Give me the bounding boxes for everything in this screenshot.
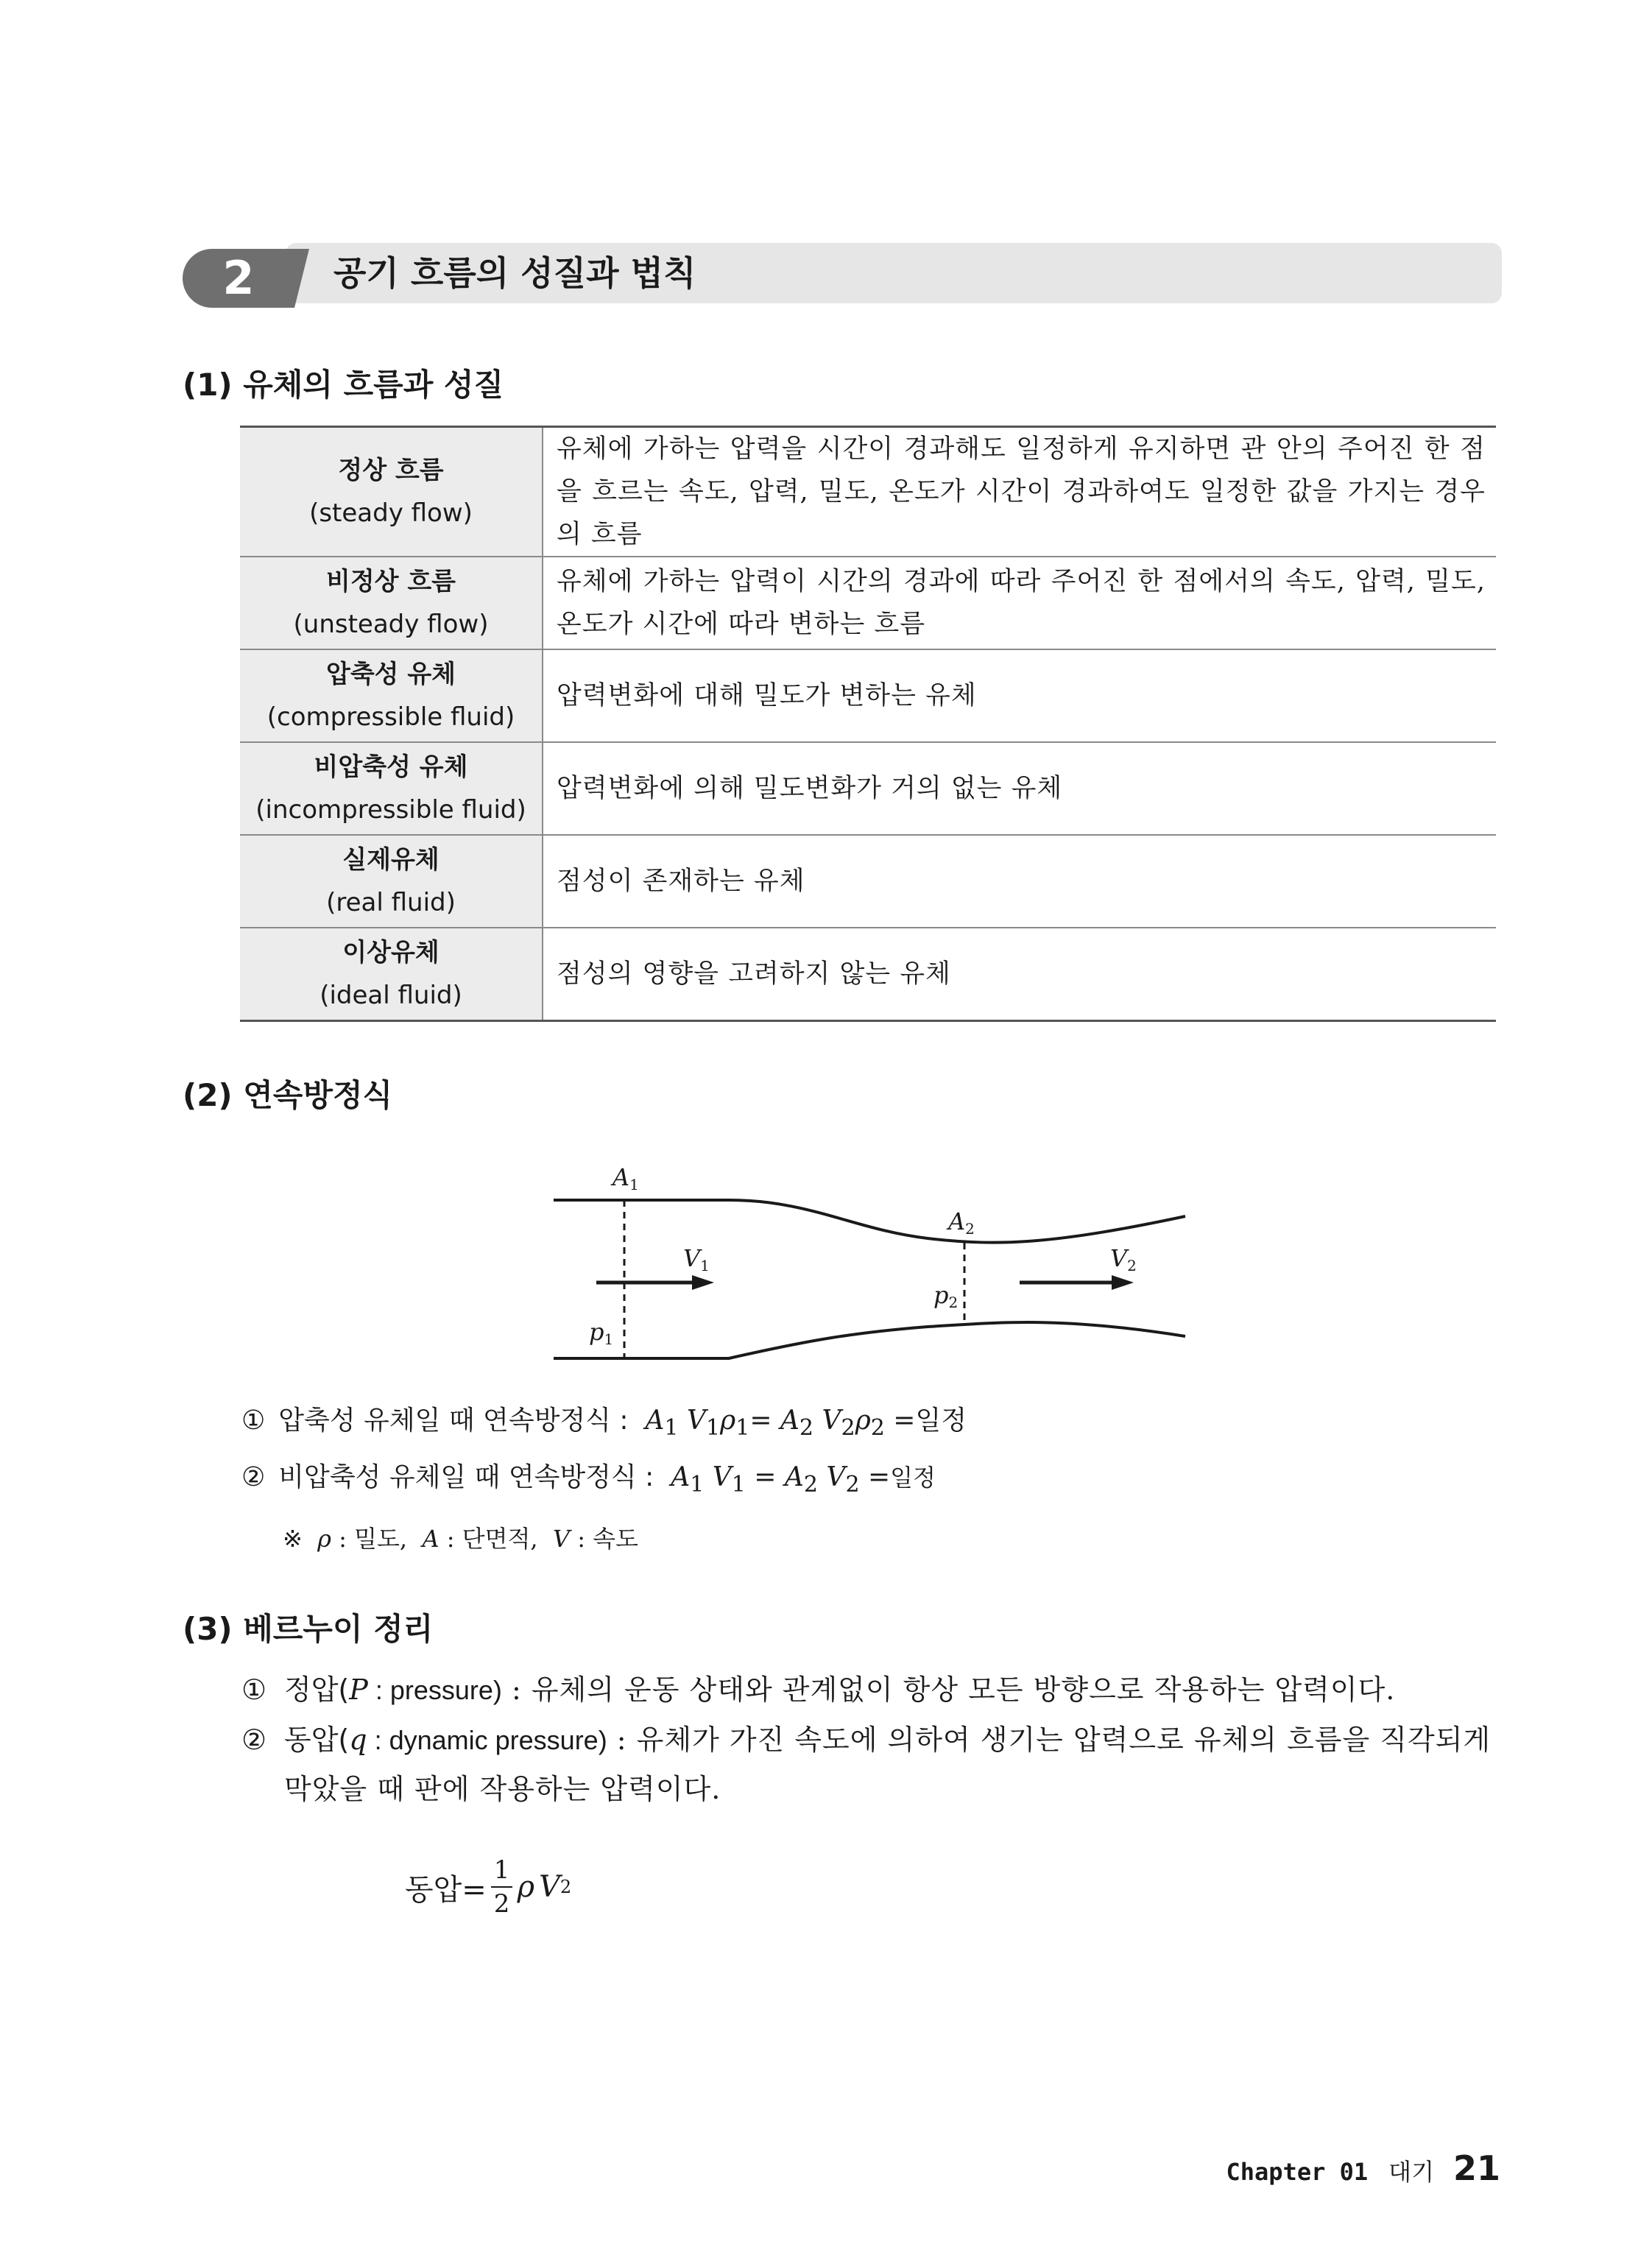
term-korean: 실제유체 [342, 845, 440, 875]
table-row [240, 427, 1496, 557]
term-english: (incompressible fluid) [255, 795, 526, 825]
table-row [240, 742, 1496, 835]
pressure-2-label: p2 [933, 1281, 959, 1311]
formula-velocity: V [538, 1870, 560, 1904]
section-title: 공기 흐름의 성질과 법칙 [333, 253, 696, 293]
subsection-heading-3: (3) 베르누이 정리 [183, 1611, 434, 1647]
footer-chapter: Chapter 01 [1226, 2158, 1369, 2186]
item-marker: ② [241, 1724, 267, 1756]
continuity-equation-compressible [241, 1403, 967, 1447]
table-desc-cell: 유체에 가하는 압력이 시간의 경과에 따라 주어진 한 점에서의 속도, 압력, 밀도, 온도가 시간에 따라 변하는 흐름 [543, 557, 1496, 649]
table-term-cell [240, 835, 543, 928]
item-description: : 유체의 운동 상태와 관계없이 항상 모든 방향으로 작용하는 압력이다. [501, 1673, 1396, 1706]
footer-subject: 대기 [1388, 2158, 1434, 2186]
equation-constant: 일정 [915, 1405, 967, 1436]
term-korean: 이상유체 [342, 937, 440, 967]
term-korean: 정상 흐름 [338, 456, 444, 485]
area-1-label: A1 [613, 1163, 639, 1193]
dynamic-pressure-item [241, 1715, 1502, 1813]
formula-rho: ρ [517, 1870, 534, 1904]
term-korean: 압축성 유체 [325, 660, 456, 689]
item-marker: ① [241, 1673, 267, 1706]
table-term-cell [240, 742, 543, 835]
table-row [240, 557, 1496, 649]
section-banner [183, 243, 1502, 311]
equation-label: 압축성 유체일 때 연속방정식 : [278, 1405, 629, 1436]
pipe-lower-wall [554, 1322, 1185, 1358]
term-english: (compressible fluid) [266, 702, 515, 732]
item-symbol: P [349, 1673, 368, 1706]
item-english: : pressure) [367, 1675, 502, 1705]
fraction-denominator: 2 [493, 1889, 510, 1919]
item-marker: ① [241, 1405, 266, 1436]
note-area: 단면적, [462, 1525, 538, 1553]
equation-formula: $A_1$ $V_1\rho_1= A_2$ $V_2\rho_2$ = [645, 1405, 916, 1442]
table-desc-cell: 압력변화에 대해 밀도가 변하는 유체 [543, 649, 1496, 742]
table-row [240, 928, 1496, 1020]
item-description: : 유체가 가진 속도에 의하여 생기는 압력으로 유체의 흐름을 직각되게 막았을 때 판에 작용하는 압력이다. [284, 1724, 1492, 1805]
term-english: (ideal fluid) [320, 980, 462, 1010]
equation-constant: 일정 [890, 1464, 936, 1492]
table-term-cell [240, 557, 543, 649]
subsection-heading-2: (2) 연속방정식 [183, 1077, 393, 1113]
formula-lhs: 동압= [405, 1872, 487, 1907]
term-english: (real fluid) [326, 888, 456, 917]
page-number: 21 [1452, 2148, 1500, 2188]
table-desc-cell: 점성의 영향을 고려하지 않는 유체 [543, 928, 1496, 1020]
equation-formula: $A_1$ $V_1 = A_2$ $V_2$ = [671, 1462, 891, 1498]
continuity-equation-incompressible [241, 1459, 936, 1503]
table-row [240, 835, 1496, 928]
item-english: : dynamic pressure) [367, 1725, 607, 1755]
equation-label: 비압축성 유체일 때 연속방정식 : [278, 1462, 654, 1492]
velocity-1-arrowhead [692, 1275, 714, 1290]
item-symbol: q [349, 1724, 367, 1756]
formula-fraction [491, 1854, 513, 1920]
symbol-note: ※ ρ : 밀도, A : 단면적, V : 속도 [283, 1525, 638, 1553]
continuity-pipe-diagram [545, 1156, 1193, 1377]
table-term-cell [240, 649, 543, 742]
note-rho: 밀도, [354, 1525, 408, 1553]
term-english: (steady flow) [309, 498, 473, 528]
table-desc-cell: 압력변화에 의해 밀도변화가 거의 없는 유체 [543, 742, 1496, 835]
area-2-label: A2 [948, 1207, 975, 1238]
formula-exponent: 2 [560, 1877, 572, 1897]
table-desc-cell: 유체에 가하는 압력을 시간이 경과해도 일정하게 유지하면 관 안의 주어진 한 점을 흐르는 속도, 압력, 밀도, 온도가 시간이 경과하여도 일정한 값을 가지는 경우의 흐름 [557, 434, 1486, 549]
fraction-numerator: 1 [491, 1854, 513, 1888]
table-term-cell [240, 928, 543, 1020]
item-term: 동압( [284, 1724, 350, 1756]
velocity-2-label: V2 [1110, 1244, 1137, 1274]
static-pressure-item [241, 1665, 1502, 1715]
velocity-1-label: V1 [683, 1244, 710, 1274]
velocity-2-arrowhead [1112, 1275, 1134, 1290]
item-term: 정압( [284, 1673, 350, 1706]
note-velocity: 속도 [593, 1525, 638, 1553]
dynamic-pressure-formula [405, 1854, 571, 1920]
item-marker: ② [241, 1462, 266, 1492]
subsection-heading-1: (1) 유체의 흐름과 성질 [183, 367, 504, 403]
pipe-upper-wall [554, 1200, 1185, 1243]
table-term-cell [240, 427, 543, 557]
section-number: 2 [183, 249, 294, 308]
table-row [240, 649, 1496, 742]
term-english: (unsteady flow) [293, 610, 489, 639]
term-korean: 비압축성 유체 [314, 752, 468, 782]
note-marker: ※ [283, 1525, 303, 1553]
fluid-properties-table [240, 426, 1496, 1022]
page-footer [1226, 2148, 1501, 2188]
term-korean: 비정상 흐름 [325, 567, 456, 596]
table-desc-cell: 점성이 존재하는 유체 [543, 835, 1496, 928]
pressure-1-label: p1 [589, 1318, 614, 1348]
